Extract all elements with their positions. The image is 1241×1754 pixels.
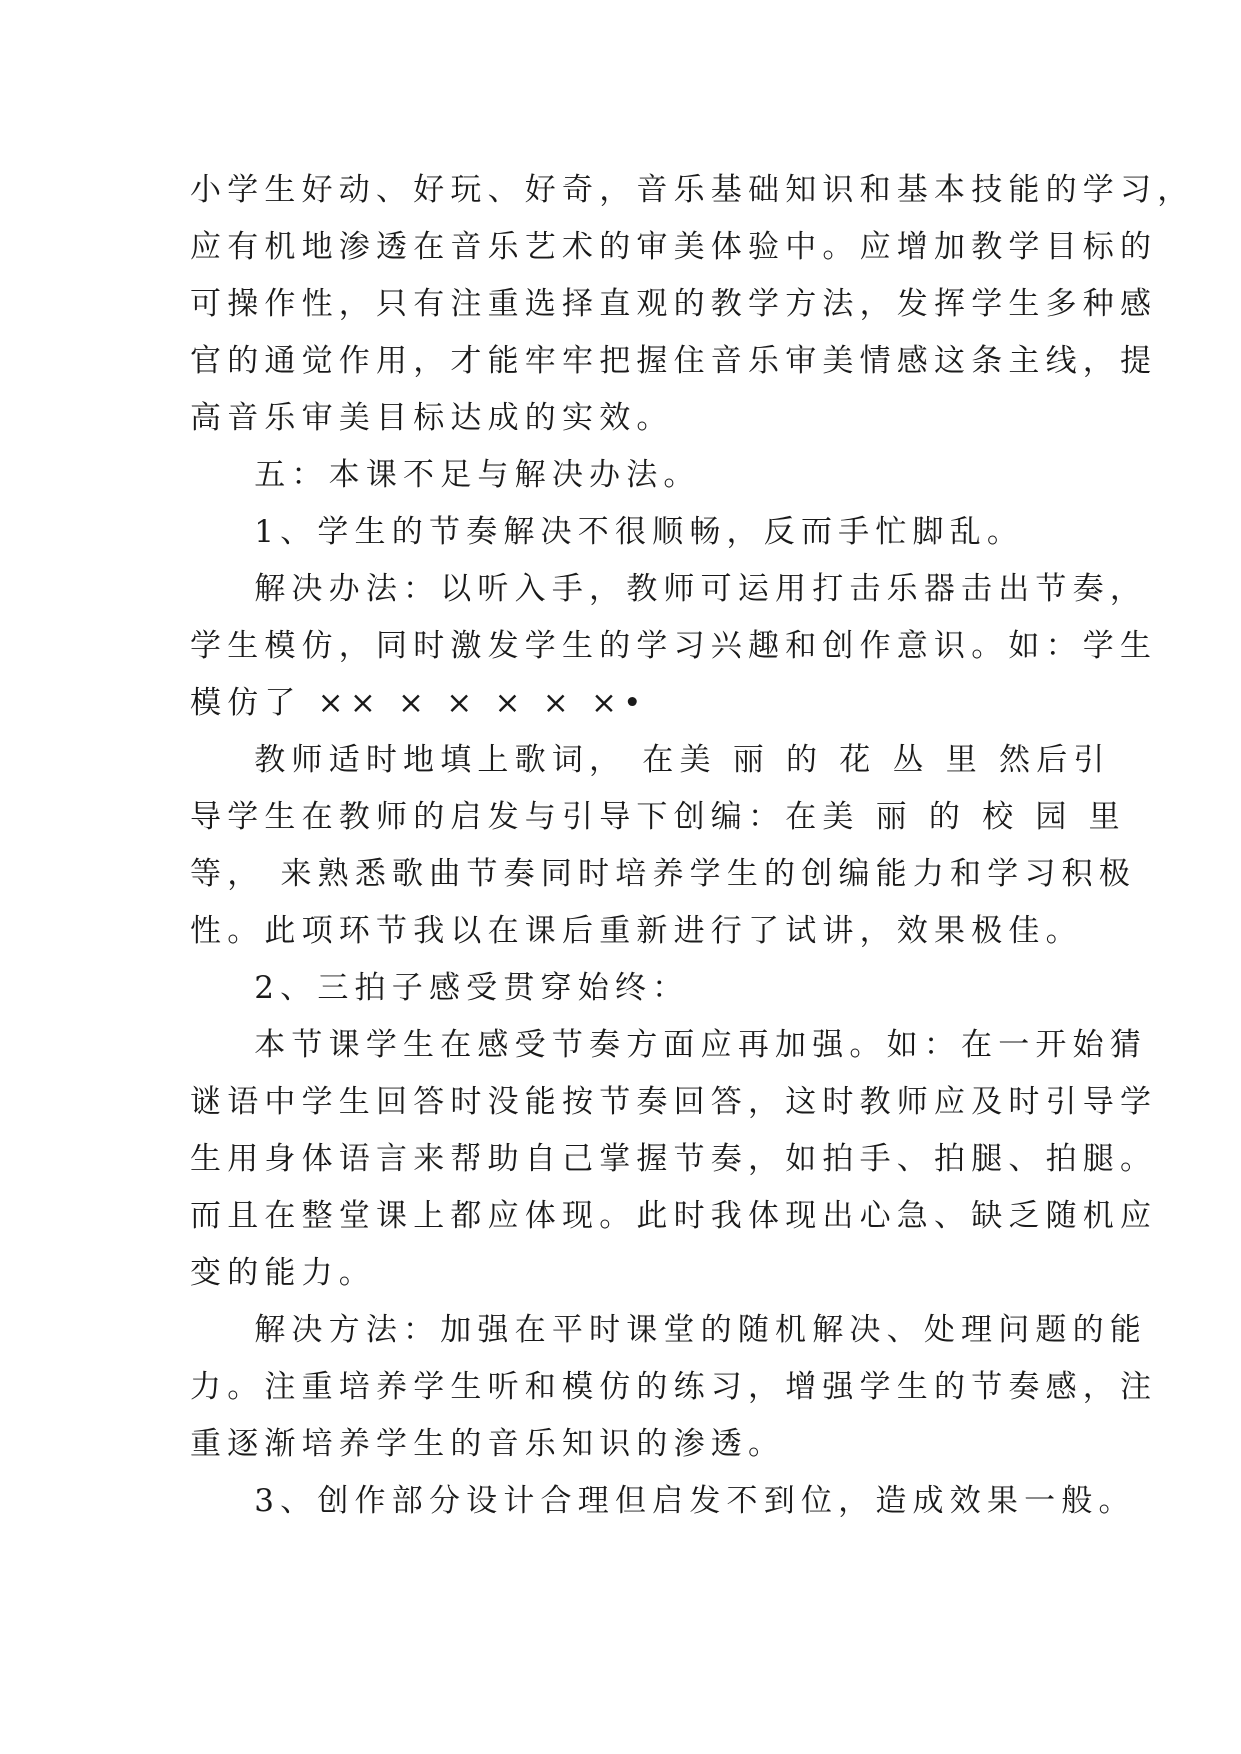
text-line: 重逐渐培养学生的音乐知识的渗透。: [190, 1426, 786, 1462]
text-line: 等， 来熟悉歌曲节奏同时培养学生的创编能力和学习积极: [190, 856, 1137, 892]
text-line: 官的通觉作用，才能牢牢把握住音乐审美情感这条主线，提: [190, 343, 1158, 379]
text-line: 解决办法：以听入手，教师可运用打击乐器击出节奏，: [190, 571, 1148, 607]
rhythm-notation-line: 模仿了 ×× × × × × ×•: [190, 685, 648, 721]
text-line: 应有机地渗透在音乐艺术的审美体验中。应增加教学目标的: [190, 229, 1158, 265]
text-line: 谜语中学生回答时没能按节奏回答，这时教师应及时引导学: [190, 1084, 1158, 1120]
text-line: 1、学生的节奏解决不很顺畅，反而手忙脚乱。: [190, 514, 1025, 550]
text-line: 小学生好动、好玩、好奇，音乐基础知识和基本技能的学习，: [190, 172, 1195, 208]
text-line: 变的能力。: [190, 1255, 376, 1291]
text-line: 2、三拍子感受贯穿始终：: [190, 970, 690, 1006]
text-line: 可操作性，只有注重选择直观的教学方法，发挥学生多种感: [190, 286, 1158, 322]
text-line: 导学生在教师的启发与引导下创编：在美 丽 的 校 园 里: [190, 799, 1126, 835]
text-line: 生用身体语言来帮助自己掌握节奏，如拍手、拍腿、拍腿。: [190, 1141, 1158, 1177]
text-line: 学生模仿，同时激发学生的学习兴趣和创作意识。如：学生: [190, 628, 1158, 664]
section-heading: 五：本课不足与解决办法。: [190, 457, 701, 493]
text-line: 本节课学生在感受节奏方面应再加强。如：在一开始猜: [190, 1027, 1148, 1063]
text-line: 力。注重培养学生听和模仿的练习，增强学生的节奏感，注: [190, 1369, 1158, 1405]
text-line: 3、创作部分设计合理但启发不到位，造成效果一般。: [190, 1483, 1136, 1519]
text-line: 高音乐审美目标达成的实效。: [190, 400, 674, 436]
text-line: 教师适时地填上歌词， 在美 丽 的 花 丛 里 然后引: [190, 742, 1111, 778]
text-line: 性。此项环节我以在课后重新进行了试讲，效果极佳。: [190, 913, 1083, 949]
text-line: 而且在整堂课上都应体现。此时我体现出心急、缺乏随机应: [190, 1198, 1158, 1234]
text-line: 解决方法：加强在平时课堂的随机解决、处理问题的能: [190, 1312, 1148, 1348]
